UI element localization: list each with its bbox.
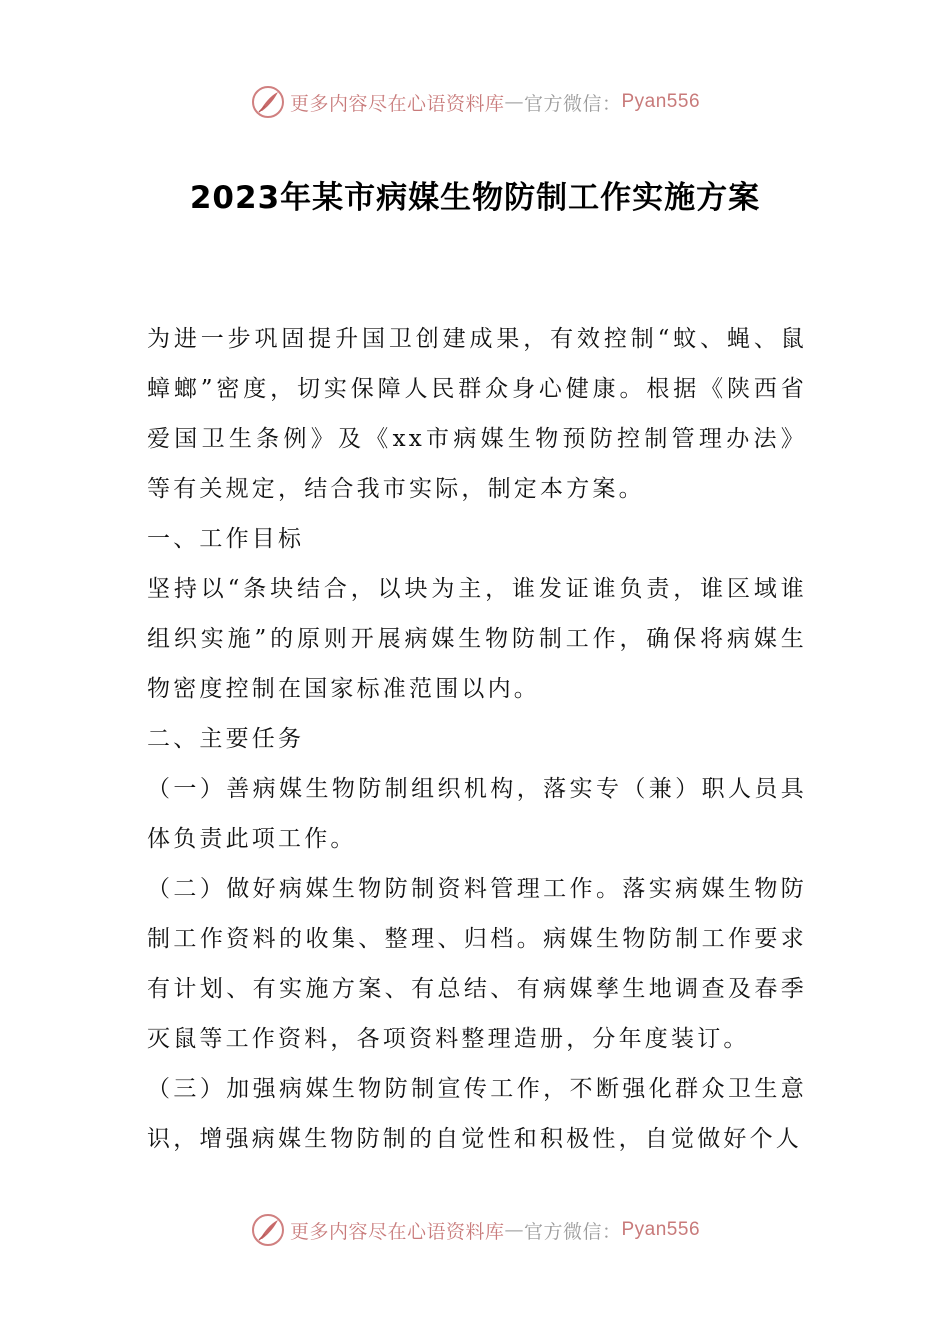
watermark-wechat-id: Pyan556	[621, 1219, 701, 1240]
document-body	[147, 314, 807, 1164]
task-item-1: （一）善病媒生物防制组织机构，落实专（兼）职人员具体负责此项工作。	[147, 776, 807, 852]
quill-logo-icon	[250, 1212, 286, 1248]
watermark-text: 更多内容尽在心语资料库	[289, 1220, 505, 1243]
header-watermark-banner	[0, 80, 950, 124]
quill-logo-icon	[250, 84, 286, 120]
section-heading-goals: 一、工作目标	[147, 526, 305, 552]
watermark-wechat-id: Pyan556	[621, 91, 701, 112]
document-title: 2023年某市病媒生物防制工作实施方案	[189, 180, 761, 216]
footer-watermark-banner	[0, 1208, 950, 1252]
task-item-2: （二）做好病媒生物防制资料管理工作。落实病媒生物防制工作资料的收集、整理、归档。病媒生物防制工作要求有计划、有实施方案、有总结、有病媒孳生地调查及春季灭鼠等工作资料，各项资料整理造册，分年度装订。	[147, 876, 807, 1052]
task-item-3: （三）加强病媒生物防制宣传工作，不断强化群众卫生意识，增强病媒生物防制的自觉性和积极性，自觉做好个人	[147, 1076, 807, 1152]
goals-paragraph: 坚持以“条块结合，以块为主，谁发证谁负责，谁区域谁组织实施”的原则开展病媒生物防制工作，确保将病媒生物密度控制在国家标准范围以内。	[147, 576, 807, 702]
watermark-label: 官方微信：	[523, 92, 622, 115]
watermark-separator: —	[504, 1219, 524, 1241]
intro-paragraph: 为进一步巩固提升国卫创建成果，有效控制“蚊、蝇、鼠蟑螂”密度，切实保障人民群众身心健康。根据《陕西省爱国卫生条例》及《xx市病媒生物预防控制管理办法》等有关规定，结合我市实际，制定本方案。	[147, 326, 807, 502]
watermark-label: 官方微信：	[523, 1220, 622, 1243]
watermark-text: 更多内容尽在心语资料库	[289, 92, 505, 115]
section-heading-tasks: 二、主要任务	[147, 726, 305, 752]
watermark-separator: —	[504, 91, 524, 113]
